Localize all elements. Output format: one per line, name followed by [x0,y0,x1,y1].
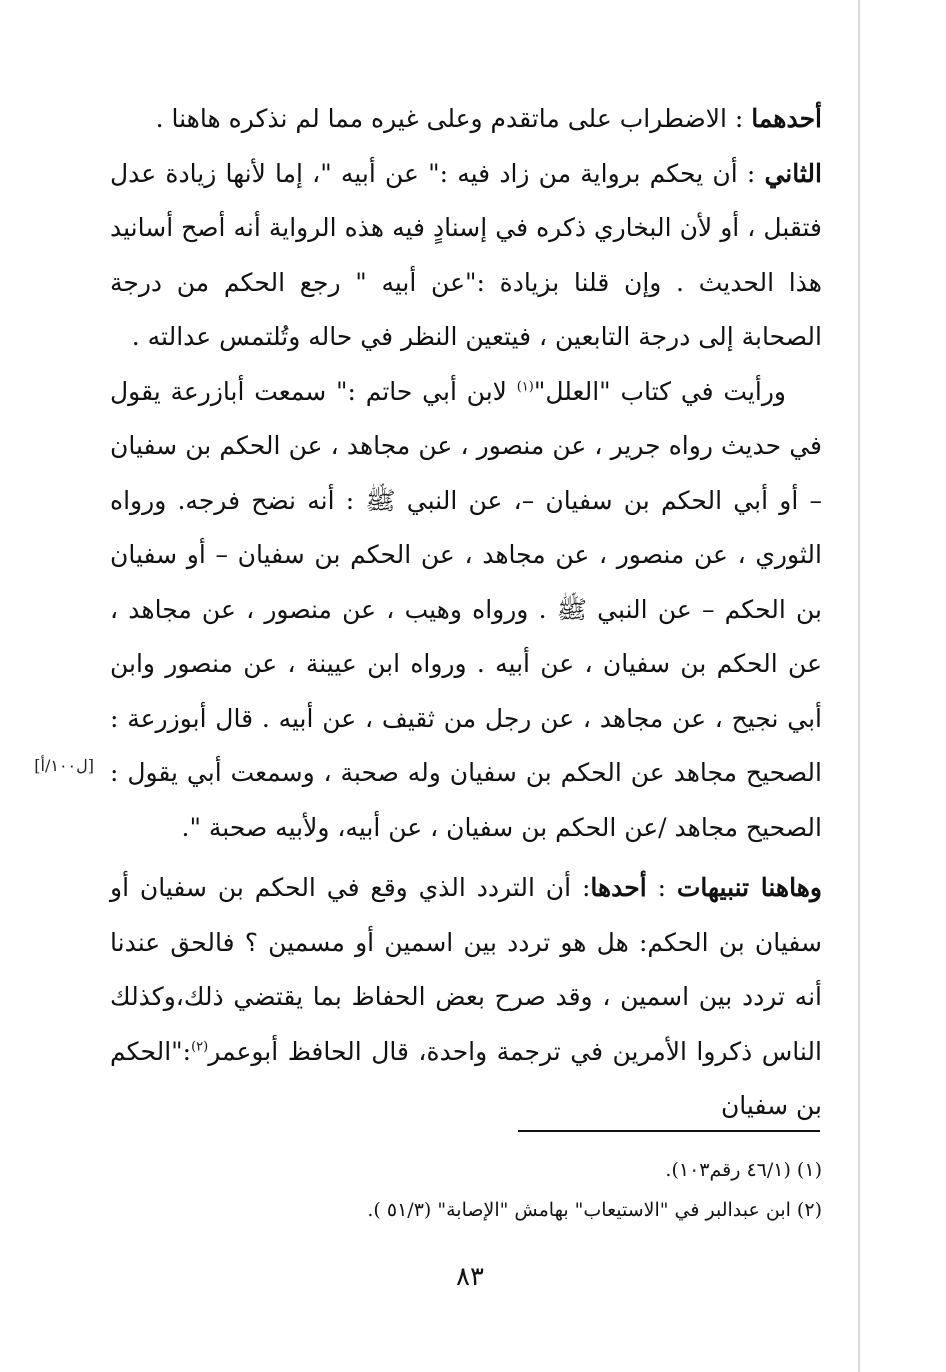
footnote-ref-2: (٢) [191,1039,209,1055]
paragraph-4-text-end: :"الحكم بن سفيان [110,1036,822,1120]
paragraph-2-text: : أن يحكم برواية من زاد فيه :" عن أبيه "، إما لأنها زيادة عدل فتقبل ، أو لأن البخاري ذكره في إسنادٍ فيه هذه الرواية أنه أصح أسانيد هذا الحديث . وإن قلنا بزيادة :"عن أبيه " رجع الحكم من درجة الصحابة إلى درجة التابعين ، فيتعين النظر في حاله وتُلتمس عدالته . [110,158,822,351]
paragraph-2-lead: الثاني [764,158,822,188]
paragraph-1 [110,92,822,147]
main-text [110,92,822,1134]
manuscript-folio-reference: [ل١٠٠/أ] [34,756,94,775]
paragraph-4-separator: : [646,873,677,902]
footnote-ref-1: (١) [516,379,534,395]
paragraph-4-lead-2: أحدها [590,873,647,902]
footnotes [300,1150,822,1230]
scan-edge-line [858,0,860,1372]
paragraph-2 [110,147,822,365]
page-number: ٨٣ [456,1262,484,1292]
paragraph-3-text-start: ورأيت في كتاب "العلل" [533,376,786,406]
footnote-2: (٢) ابن عبدالبر في "الاستيعاب" بهامش "الإصابة" (٥١/٣ ). [367,1199,822,1221]
paragraph-1-text: : الاضطراب على ماتقدم وعلى غيره مما لم نذكره هاهنا . [155,104,752,133]
paragraph-4-lead: وهاهنا تنبيهات [676,873,822,902]
footnote-divider [518,1130,820,1132]
paragraph-4 [110,861,822,1134]
paragraph-1-lead: أحدهما [751,104,822,133]
footnote-1: (١) (٤٦/١ رقم١٠٣). [665,1159,822,1181]
paragraph-3-text-rest: لابن أبي حاتم :" سمعت أبازرعة يقول في حديث رواه جرير ، عن منصور ، عن مجاهد ، عن الحكم بن سفيان – أو أبي الحكم بن سفيان –، عن النبي ﷺ : أنه نضح فرجه. ورواه الثوري ، عن منصور ، عن مجاهد ، عن الحكم بن سفيان – أو سفيان بن الحكم – عن النبي ﷺ . ورواه وهيب ، عن منصور ، عن مجاهد ، عن الحكم بن سفيان ، عن أبيه . ورواه ابن عيينة ، عن منصور وابن أبي نجيح ، عن مجاهد ، عن رجل من ثقيف ، عن أبيه . قال أبوزرعة : الصحيح مجاهد عن الحكم بن سفيان وله صحبة ، وسمعت أبي يقول : الصحيح مجاهد /عن الحكم بن سفيان ، عن أبيه، ولأبيه صحبة ". [110,376,822,842]
paragraph-4-text: : أن التردد الذي وقع في الحكم بن سفيان أو سفيان بن الحكم: هل هو تردد بين اسمين أو مسمين ؟ فالحق عندنا أنه تردد بين اسمين ، وقد صرح بعض الحفاظ بما يقتضي ذلك،وكذلك الناس ذكروا الأمرين في ترجمة واحدة، قال الحافظ أبوعمر [110,873,822,1066]
paragraph-3 [110,365,822,856]
